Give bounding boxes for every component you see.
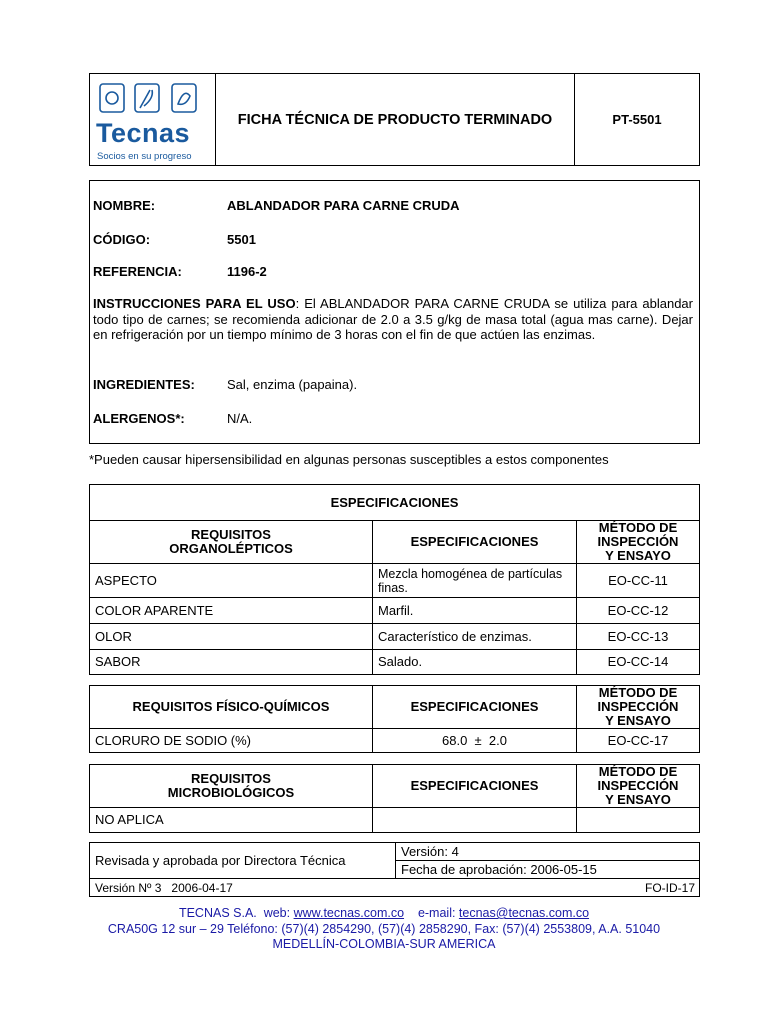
organo-req: ASPECTO <box>90 564 373 598</box>
organo-method: EO-CC-14 <box>577 650 700 675</box>
website-link[interactable]: www.tecnas.com.co <box>293 906 405 920</box>
fisico-col-method: MÉTODO DE INSPECCIÓN Y ENSAYO <box>577 686 700 729</box>
instructions-paragraph <box>93 296 693 343</box>
organo-spec: Característico de enzimas. <box>373 624 577 650</box>
organo-col-method: MÉTODO DE INSPECCIÓN Y ENSAYO <box>577 521 700 564</box>
alergenos-label: ALERGENOS*: <box>93 411 185 426</box>
document-code: PT-5501 <box>575 74 700 166</box>
document-title: FICHA TÉCNICA DE PRODUCTO TERMINADO <box>216 74 575 166</box>
table-row <box>90 729 700 753</box>
version-number: Versión Nº 3 2006-04-17 <box>95 880 233 895</box>
instrucciones-label: INSTRUCCIONES PARA EL USO <box>93 296 296 311</box>
version-row <box>90 879 700 897</box>
referencia-label: REFERENCIA: <box>93 264 182 279</box>
micro-method <box>577 808 700 833</box>
header-table <box>89 73 700 166</box>
footer-email-label: e-mail: <box>404 906 459 920</box>
nombre-value: ABLANDADOR PARA CARNE CRUDA <box>227 198 460 213</box>
microbiological-table <box>89 764 700 833</box>
logo-text: Tecnas <box>96 118 191 148</box>
approval-table <box>89 842 700 897</box>
fisico-col-req: REQUISITOS FÍSICO-QUÍMICOS <box>90 686 373 729</box>
footer-city: MEDELLÍN-COLOMBIA-SUR AMERICA <box>272 937 496 951</box>
organo-req: OLOR <box>90 624 373 650</box>
footer-address: CRA50G 12 sur – 29 Teléfono: (57)(4) 2854290, (57)(4) 2858290, Fax: (57)(4) 2553809, A.A. 51040 <box>107 921 661 936</box>
organo-col-spec: ESPECIFICACIONES <box>373 521 577 564</box>
codigo-label: CÓDIGO: <box>93 232 151 247</box>
fisico-spec: 68.0 ± 2.0 <box>373 729 577 753</box>
micro-col-spec: ESPECIFICACIONES <box>373 765 577 808</box>
organo-method: EO-CC-12 <box>577 598 700 624</box>
footer <box>0 906 768 953</box>
table-row <box>90 564 700 598</box>
organo-method: EO-CC-11 <box>577 564 700 598</box>
nombre-label: NOMBRE: <box>93 198 156 213</box>
organo-col-req: REQUISITOS ORGANOLÉPTICOS <box>90 521 373 564</box>
referencia-value: 1196-2 <box>227 264 267 279</box>
email-link[interactable]: tecnas@tecnas.com.co <box>458 906 590 920</box>
organo-req: SABOR <box>90 650 373 675</box>
organo-req: COLOR APARENTE <box>90 598 373 624</box>
fisico-method: EO-CC-17 <box>577 729 700 753</box>
fecha-aprobacion-cell: Fecha de aprobación: 2006-05-15 <box>396 861 700 879</box>
micro-req: NO APLICA <box>90 808 373 833</box>
form-id: FO-ID-17 <box>644 881 695 895</box>
ingredientes-value: Sal, enzima (papaina). <box>227 377 358 392</box>
logo-cell <box>90 74 216 166</box>
ingredientes-label: INGREDIENTES: <box>93 377 195 392</box>
organoleptic-table <box>89 484 700 675</box>
micro-col-method: MÉTODO DE INSPECCIÓN Y ENSAYO <box>577 765 700 808</box>
revisada-cell: Revisada y aprobada por Directora Técnica <box>90 843 396 879</box>
table-row <box>90 624 700 650</box>
organo-method: EO-CC-13 <box>577 624 700 650</box>
version-cell: Versión: 4 <box>396 843 700 861</box>
table-row <box>90 598 700 624</box>
footer-company: TECNAS S.A. web: <box>178 906 294 920</box>
alergenos-value: N/A. <box>227 411 253 426</box>
logo-tagline: Socios en su progreso <box>97 151 192 162</box>
table-row <box>90 650 700 675</box>
table-row <box>90 808 700 833</box>
instrucciones-text: : El ABLANDADOR PARA CARNE CRUDA se utiliza para ablandar todo tipo de carnes; se recomienda adicionar de 2.0 a 3.5 g/kg de masa total (agua mas carne). Dejar en refrigeración por un tiempo mínimo de 3 horas con el fin de que actúen las enzimas. <box>93 296 693 342</box>
fisico-req: CLORURO DE SODIO (%) <box>90 729 373 753</box>
micro-col-req: REQUISITOS MICROBIOLÓGICOS <box>90 765 373 808</box>
organo-spec: Salado. <box>373 650 577 675</box>
fisico-col-spec: ESPECIFICACIONES <box>373 686 577 729</box>
codigo-value: 5501 <box>227 232 256 247</box>
footer-contact-line <box>0 906 768 922</box>
micro-spec <box>373 808 577 833</box>
footnote: *Pueden causar hipersensibilidad en algunas personas susceptibles a estos componentes <box>89 452 609 467</box>
organo-spec: Mezcla homogénea de partículas finas. <box>373 564 577 598</box>
physicochemical-table <box>89 685 700 753</box>
organo-spec: Marfil. <box>373 598 577 624</box>
spec-section-title: ESPECIFICACIONES <box>90 485 700 521</box>
